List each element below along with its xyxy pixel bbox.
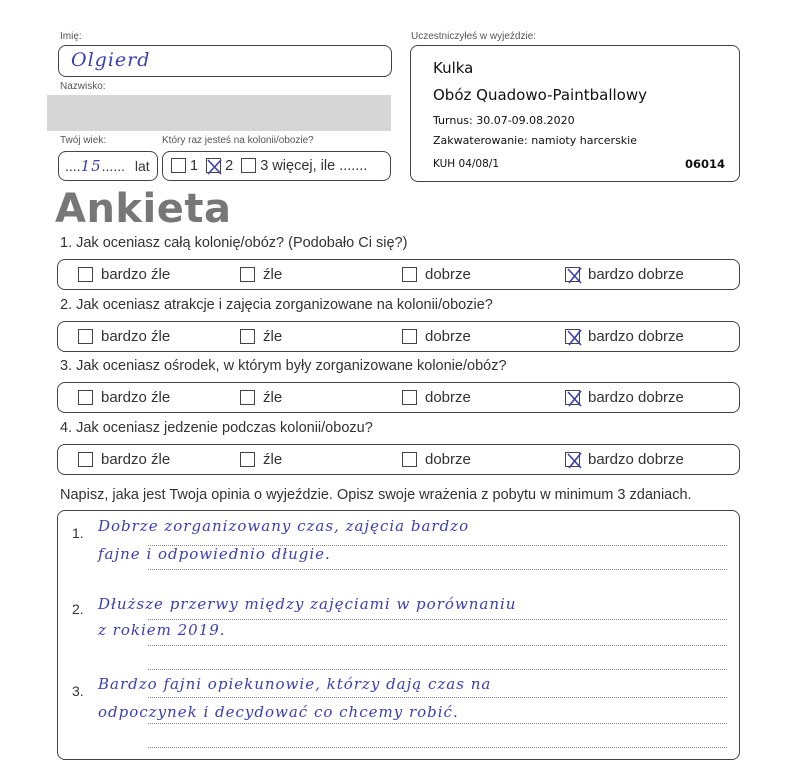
checkbox[interactable]: [240, 267, 255, 282]
times-checkbox-1[interactable]: [171, 158, 186, 173]
surname-label: Nazwisko:: [60, 81, 106, 92]
opinion-number-1: 1.: [72, 525, 84, 541]
opinion-3-line-2: odpoczynek i decydować co chcemy robić.: [98, 703, 459, 721]
question-3-option-4[interactable]: [565, 389, 684, 406]
checkbox[interactable]: [565, 267, 580, 282]
question-4-option-4[interactable]: [565, 451, 684, 468]
camp-number: 06014: [684, 157, 725, 171]
participant-box: [410, 45, 740, 182]
checkbox[interactable]: [402, 390, 417, 405]
checkbox[interactable]: [402, 267, 417, 282]
camp-turnus: Turnus: 30.07-09.08.2020: [433, 114, 575, 127]
opinion-box[interactable]: [57, 510, 740, 760]
option-label: źle: [263, 451, 283, 468]
camp-name: Obóz Quadowo-Paintballowy: [433, 86, 647, 104]
checkbox[interactable]: [78, 267, 93, 282]
age-dots-left: ....: [65, 158, 81, 174]
checkbox[interactable]: [78, 329, 93, 344]
times-field: [162, 151, 391, 181]
camp-location: Kulka: [433, 59, 474, 77]
checkbox[interactable]: [402, 329, 417, 344]
question-4-option-1[interactable]: [78, 451, 170, 468]
opinion-2-line-1: Dłuższe przerwy między zajęciami w porównaniu: [98, 595, 517, 613]
option-label: bardzo źle: [101, 328, 171, 345]
question-2-option-4[interactable]: [565, 328, 684, 345]
opinion-number-2: 2.: [72, 601, 84, 617]
checkbox[interactable]: [78, 390, 93, 405]
option-label: dobrze: [425, 451, 471, 468]
surname-redaction: [47, 95, 391, 131]
question-1-option-2[interactable]: [240, 266, 282, 283]
question-3-option-2[interactable]: [240, 389, 282, 406]
option-label: dobrze: [425, 266, 471, 283]
checkbox[interactable]: [240, 329, 255, 344]
participant-label: Uczestniczyłeś w wyjeździe:: [411, 31, 537, 42]
checkbox[interactable]: [565, 452, 580, 467]
opinion-1-line-1: Dobrze zorganizowany czas, zajęcia bardzo: [98, 517, 470, 535]
question-3-options: [57, 382, 740, 413]
name-field[interactable]: [58, 45, 392, 77]
question-2-options: [57, 321, 740, 352]
option-label: bardzo dobrze: [588, 389, 684, 406]
survey-title: Ankieta: [55, 186, 232, 232]
camp-code: KUH 04/08/1: [433, 158, 499, 170]
checkbox[interactable]: [402, 452, 417, 467]
question-1-option-4[interactable]: [565, 266, 684, 283]
opinion-number-3: 3.: [72, 683, 84, 699]
option-label: bardzo dobrze: [588, 451, 684, 468]
age-label: Twój wiek:: [60, 135, 107, 146]
question-4-options: [57, 444, 740, 475]
checkbox[interactable]: [78, 452, 93, 467]
question-4-text: 4. Jak oceniasz jedzenie podczas kolonii/obozu?: [60, 420, 373, 436]
question-1-text: 1. Jak oceniasz całą kolonię/obóz? (Podobało Ci się?): [60, 235, 408, 251]
opinion-2-line-2: z rokiem 2019.: [98, 621, 226, 639]
option-label: bardzo dobrze: [588, 266, 684, 283]
times-option-3: 3 więcej, ile .......: [260, 158, 368, 174]
question-1-option-3[interactable]: [402, 266, 471, 283]
option-label: źle: [263, 328, 283, 345]
question-3-option-3[interactable]: [402, 389, 471, 406]
checkbox[interactable]: [240, 452, 255, 467]
age-unit: lat: [134, 158, 150, 174]
checkbox[interactable]: [565, 390, 580, 405]
times-checkbox-3[interactable]: [241, 158, 256, 173]
question-2-option-1[interactable]: [78, 328, 170, 345]
age-dots-right: ......: [101, 158, 125, 174]
camp-lodging: Zakwaterowanie: namioty harcerskie: [433, 134, 637, 147]
opinion-1-line-2: fajne i odpowiednio długie.: [98, 545, 331, 563]
question-3-text: 3. Jak oceniasz ośrodek, w którym były zorganizowane kolonie/obóz?: [60, 358, 507, 374]
option-label: dobrze: [425, 328, 471, 345]
question-2-option-3[interactable]: [402, 328, 471, 345]
question-1-options: [57, 259, 740, 290]
question-2-text: 2. Jak oceniasz atrakcje i zajęcia zorganizowane na kolonii/obozie?: [60, 297, 493, 313]
option-label: bardzo dobrze: [588, 328, 684, 345]
question-3-option-1[interactable]: [78, 389, 170, 406]
question-1-option-1[interactable]: [78, 266, 170, 283]
option-label: bardzo źle: [101, 389, 171, 406]
option-label: źle: [263, 266, 283, 283]
option-label: bardzo źle: [101, 451, 171, 468]
question-4-option-2[interactable]: [240, 451, 282, 468]
name-value: Olgierd: [71, 49, 151, 71]
option-label: źle: [263, 389, 283, 406]
name-label: Imię:: [60, 31, 82, 42]
opinion-3-line-1: Bardzo fajni opiekunowie, którzy dają czas na: [98, 675, 492, 693]
question-4-option-3[interactable]: [402, 451, 471, 468]
times-option-1: 1: [190, 158, 199, 174]
times-label: Który raz jesteś na kolonii/obozie?: [162, 135, 314, 146]
question-2-option-2[interactable]: [240, 328, 282, 345]
opinion-prompt: Napisz, jaka jest Twoja opinia o wyjeździe. Opisz swoje wrażenia z pobytu w minimum 3 zdaniach.: [60, 487, 692, 503]
option-label: dobrze: [425, 389, 471, 406]
checkbox[interactable]: [240, 390, 255, 405]
option-label: bardzo źle: [101, 266, 171, 283]
times-option-2: 2: [225, 158, 234, 174]
age-value: 15: [80, 157, 102, 175]
age-field[interactable]: [58, 151, 158, 181]
checkbox[interactable]: [565, 329, 580, 344]
times-checkbox-2[interactable]: [206, 158, 221, 173]
